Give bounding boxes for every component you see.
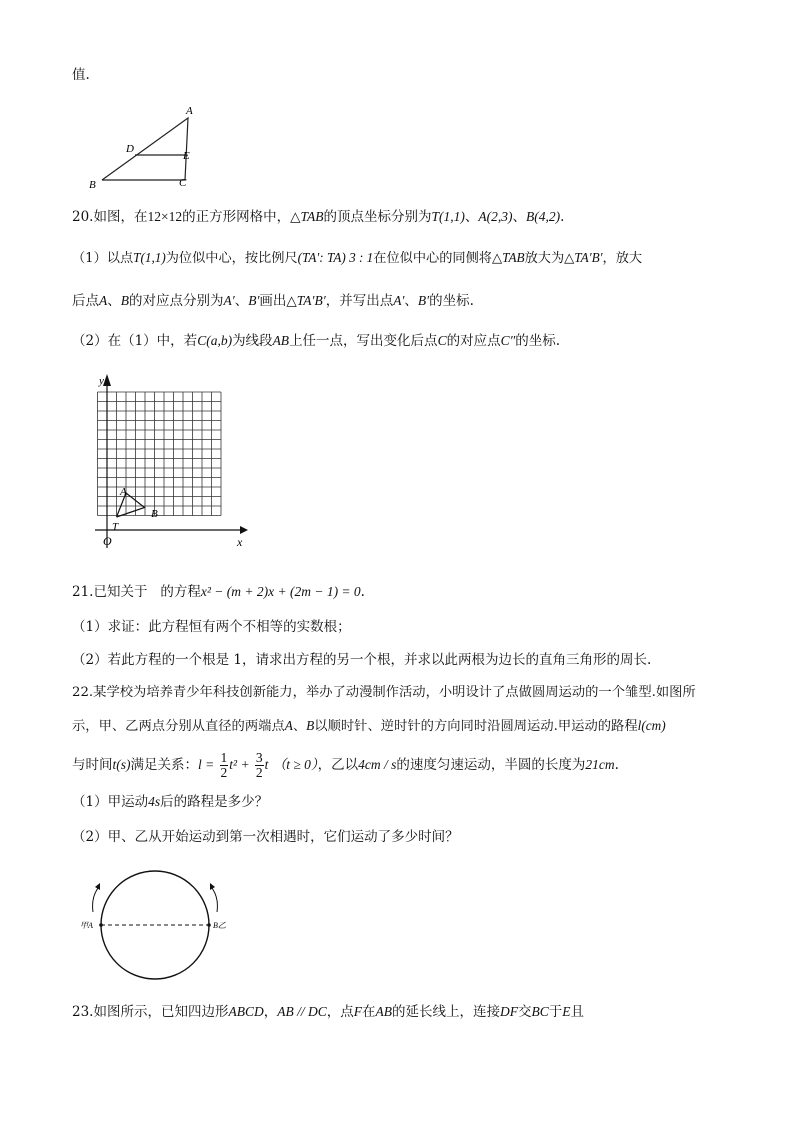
label-B: B [151, 508, 158, 520]
q20-stem: 20.如图，在12×12的正方形网格中，△TAB的顶点坐标分别为T(1,1)、A(2,3)、B(4,2). [72, 209, 565, 225]
label-y: y [99, 375, 104, 387]
label-D: D [126, 143, 134, 155]
triangle-figure [85, 100, 205, 195]
q23-stem: 23.如图所示，已知四边形ABCD，AB // DC，点F在AB的延长线上，连接DF交BC于E且 [72, 1004, 584, 1020]
label-x: x [237, 535, 243, 549]
label-A: A [120, 486, 127, 498]
label-B: B [89, 179, 96, 191]
q22-line1: 22.某学校为培养青少年科技创新能力，举办了动漫制作活动，小明设计了点做圆周运动的一个雏型.如图所 [72, 685, 696, 700]
label-jia-A: 甲A [80, 921, 93, 930]
q20-part2: （2）在（1）中，若C(a,b)为线段AB上任一点，写出变化后点C的对应点C″的坐标. [72, 333, 561, 349]
q21-stem: 21.已知关于 的方程x² − (m + 2)x + (2m − 1) = 0. [72, 584, 365, 600]
q22-part2: （2）甲、乙从开始运动到第一次相遇时，它们运动了多少时间？ [72, 829, 459, 845]
label-A: A [186, 105, 193, 117]
label-E: E [183, 150, 190, 162]
label-C: C [179, 177, 187, 189]
label-T: T [112, 521, 119, 533]
coordinate-grid-figure [85, 368, 255, 554]
circle-figure [80, 868, 230, 988]
fraction-three-halves: $\frac{3}{2}$ [255, 750, 263, 780]
q22-line2: 示，甲、乙两点分别从直径的两端点A、B以顺时针、逆时针的方向同时沿圆周运动.甲运动的路程l(cm) [72, 718, 666, 734]
q22-part1: （1）甲运动4s后的路程是多少？ [72, 794, 269, 810]
q21-part2: （2）若此方程的一个根是 1，请求出方程的另一个根，并求以此两根为边长的直角三角形的周长. [72, 652, 652, 668]
q20-part1-line2: 后点A、B的对应点分别为A′、B′画出△TA′B′，并写出点A′、B′的坐标. [72, 293, 474, 309]
prev-question-fragment: 值. [72, 67, 90, 83]
q21-part1: （1）求证：此方程恒有两个不相等的实数根； [72, 619, 351, 635]
fraction-one-half: $\frac{1}{2}$ [220, 750, 228, 780]
q22-line3: 与时间t(s)满足关系：l = $\frac{1}{2}$ t² + $\frac{3}{2}$ t （t ≥ 0），乙以4cm / s的速度匀速运动，半圆的长度为21cm. [72, 750, 619, 780]
q20-part1-line1: （1）以点T(1,1)为位似中心，按比例尺(TA′: TA) 3 : 1在位似中心的同侧将△TAB放大为△TA′B′，放大 [72, 250, 643, 266]
label-B-yi: B乙 [213, 921, 226, 930]
label-O: O [103, 534, 112, 548]
